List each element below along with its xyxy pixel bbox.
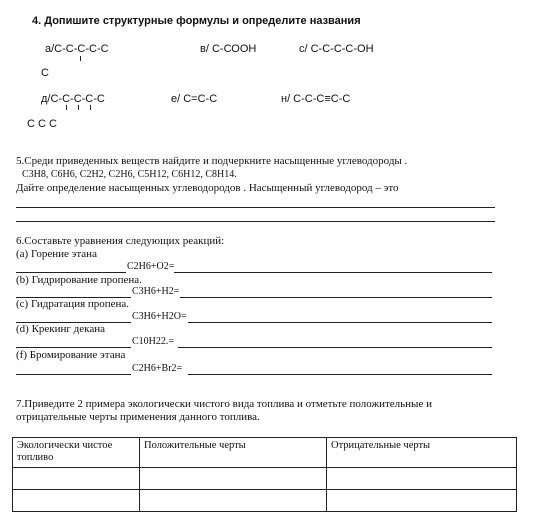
formula-d: д/С-С-С-С-С [41, 93, 105, 105]
reaction-formula-c: С3Н6+Н2О= [132, 311, 187, 322]
formula-a-branch: С [41, 67, 49, 79]
bond-tick [80, 56, 81, 61]
reaction-label-c: (с) Гидратация пропена. [16, 298, 130, 310]
bond-tick [66, 105, 67, 110]
answer-line [16, 347, 131, 348]
formula-n: н/ С-С-С≡С-С [281, 93, 351, 105]
reaction-label-d: (d) Крекинг декана [16, 323, 105, 335]
formula-d-branches: С С С [27, 118, 57, 130]
reaction-label-b: (b) Гидрирование пропена. [16, 274, 142, 286]
answer-line [16, 272, 126, 273]
bond-tick [78, 105, 79, 110]
answer-line [174, 272, 492, 273]
answer-line [188, 322, 492, 323]
formula-a: а/С-С-С-С-С [45, 43, 109, 55]
reaction-formula-b: С3Н6+Н2= [132, 286, 180, 297]
table-cell[interactable] [13, 490, 140, 512]
fuel-table [12, 437, 517, 512]
answer-line [180, 297, 492, 298]
task7-line2: отрицательные черты применения данного топлива. [16, 411, 260, 423]
answer-line [16, 374, 131, 375]
table-cell[interactable] [140, 490, 327, 512]
bond-tick [90, 105, 91, 110]
task7-line1: 7.Приведите 2 примера экологически чистого вида топлива и отметьте положительные и [16, 398, 432, 410]
formula-b: в/ С-СООН [200, 43, 257, 55]
answer-line [16, 207, 495, 208]
reaction-formula-d: С10Н22.= [132, 336, 175, 347]
reaction-label-f: (f) Бромирование этана [16, 349, 126, 361]
table-cell[interactable] [140, 468, 327, 490]
header-eco-fuel: Экологически чистое топливо [13, 438, 140, 468]
reaction-formula-a: С2Н6+О2= [127, 261, 175, 272]
task5-text: 5.Среди приведенных веществ найдите и подчеркните насыщенные углеводороды . [16, 155, 408, 167]
table-row [13, 468, 517, 490]
table-cell[interactable] [327, 490, 517, 512]
table-cell[interactable] [327, 468, 517, 490]
table-row [13, 490, 517, 512]
task5-definition: Дайте определение насыщенных углеводородов . Насыщенный углеводород – это [16, 182, 399, 194]
task5-formulas: С3Н8, С6Н6, С2Н2, С2Н6, С5Н12, С6Н12, С8Н14. [22, 169, 237, 180]
answer-line [188, 374, 492, 375]
table-header-row [13, 438, 517, 468]
answer-line [178, 347, 492, 348]
header-negative: Отрицательные черты [327, 438, 517, 468]
reaction-formula-f: С2Н6+Br2= [132, 363, 183, 374]
formula-c: с/ С-С-С-С-ОН [299, 43, 374, 55]
reaction-label-a: (а) Горение этана [16, 248, 97, 260]
task6-title: 6.Составьте уравнения следующих реакций: [16, 235, 225, 247]
table-cell[interactable] [13, 468, 140, 490]
answer-line [16, 221, 495, 222]
formula-e: е/ С=С-С [171, 93, 218, 105]
task4-title: 4. Допишите структурные формулы и определите названия [32, 15, 361, 27]
header-positive: Положительные черты [140, 438, 327, 468]
